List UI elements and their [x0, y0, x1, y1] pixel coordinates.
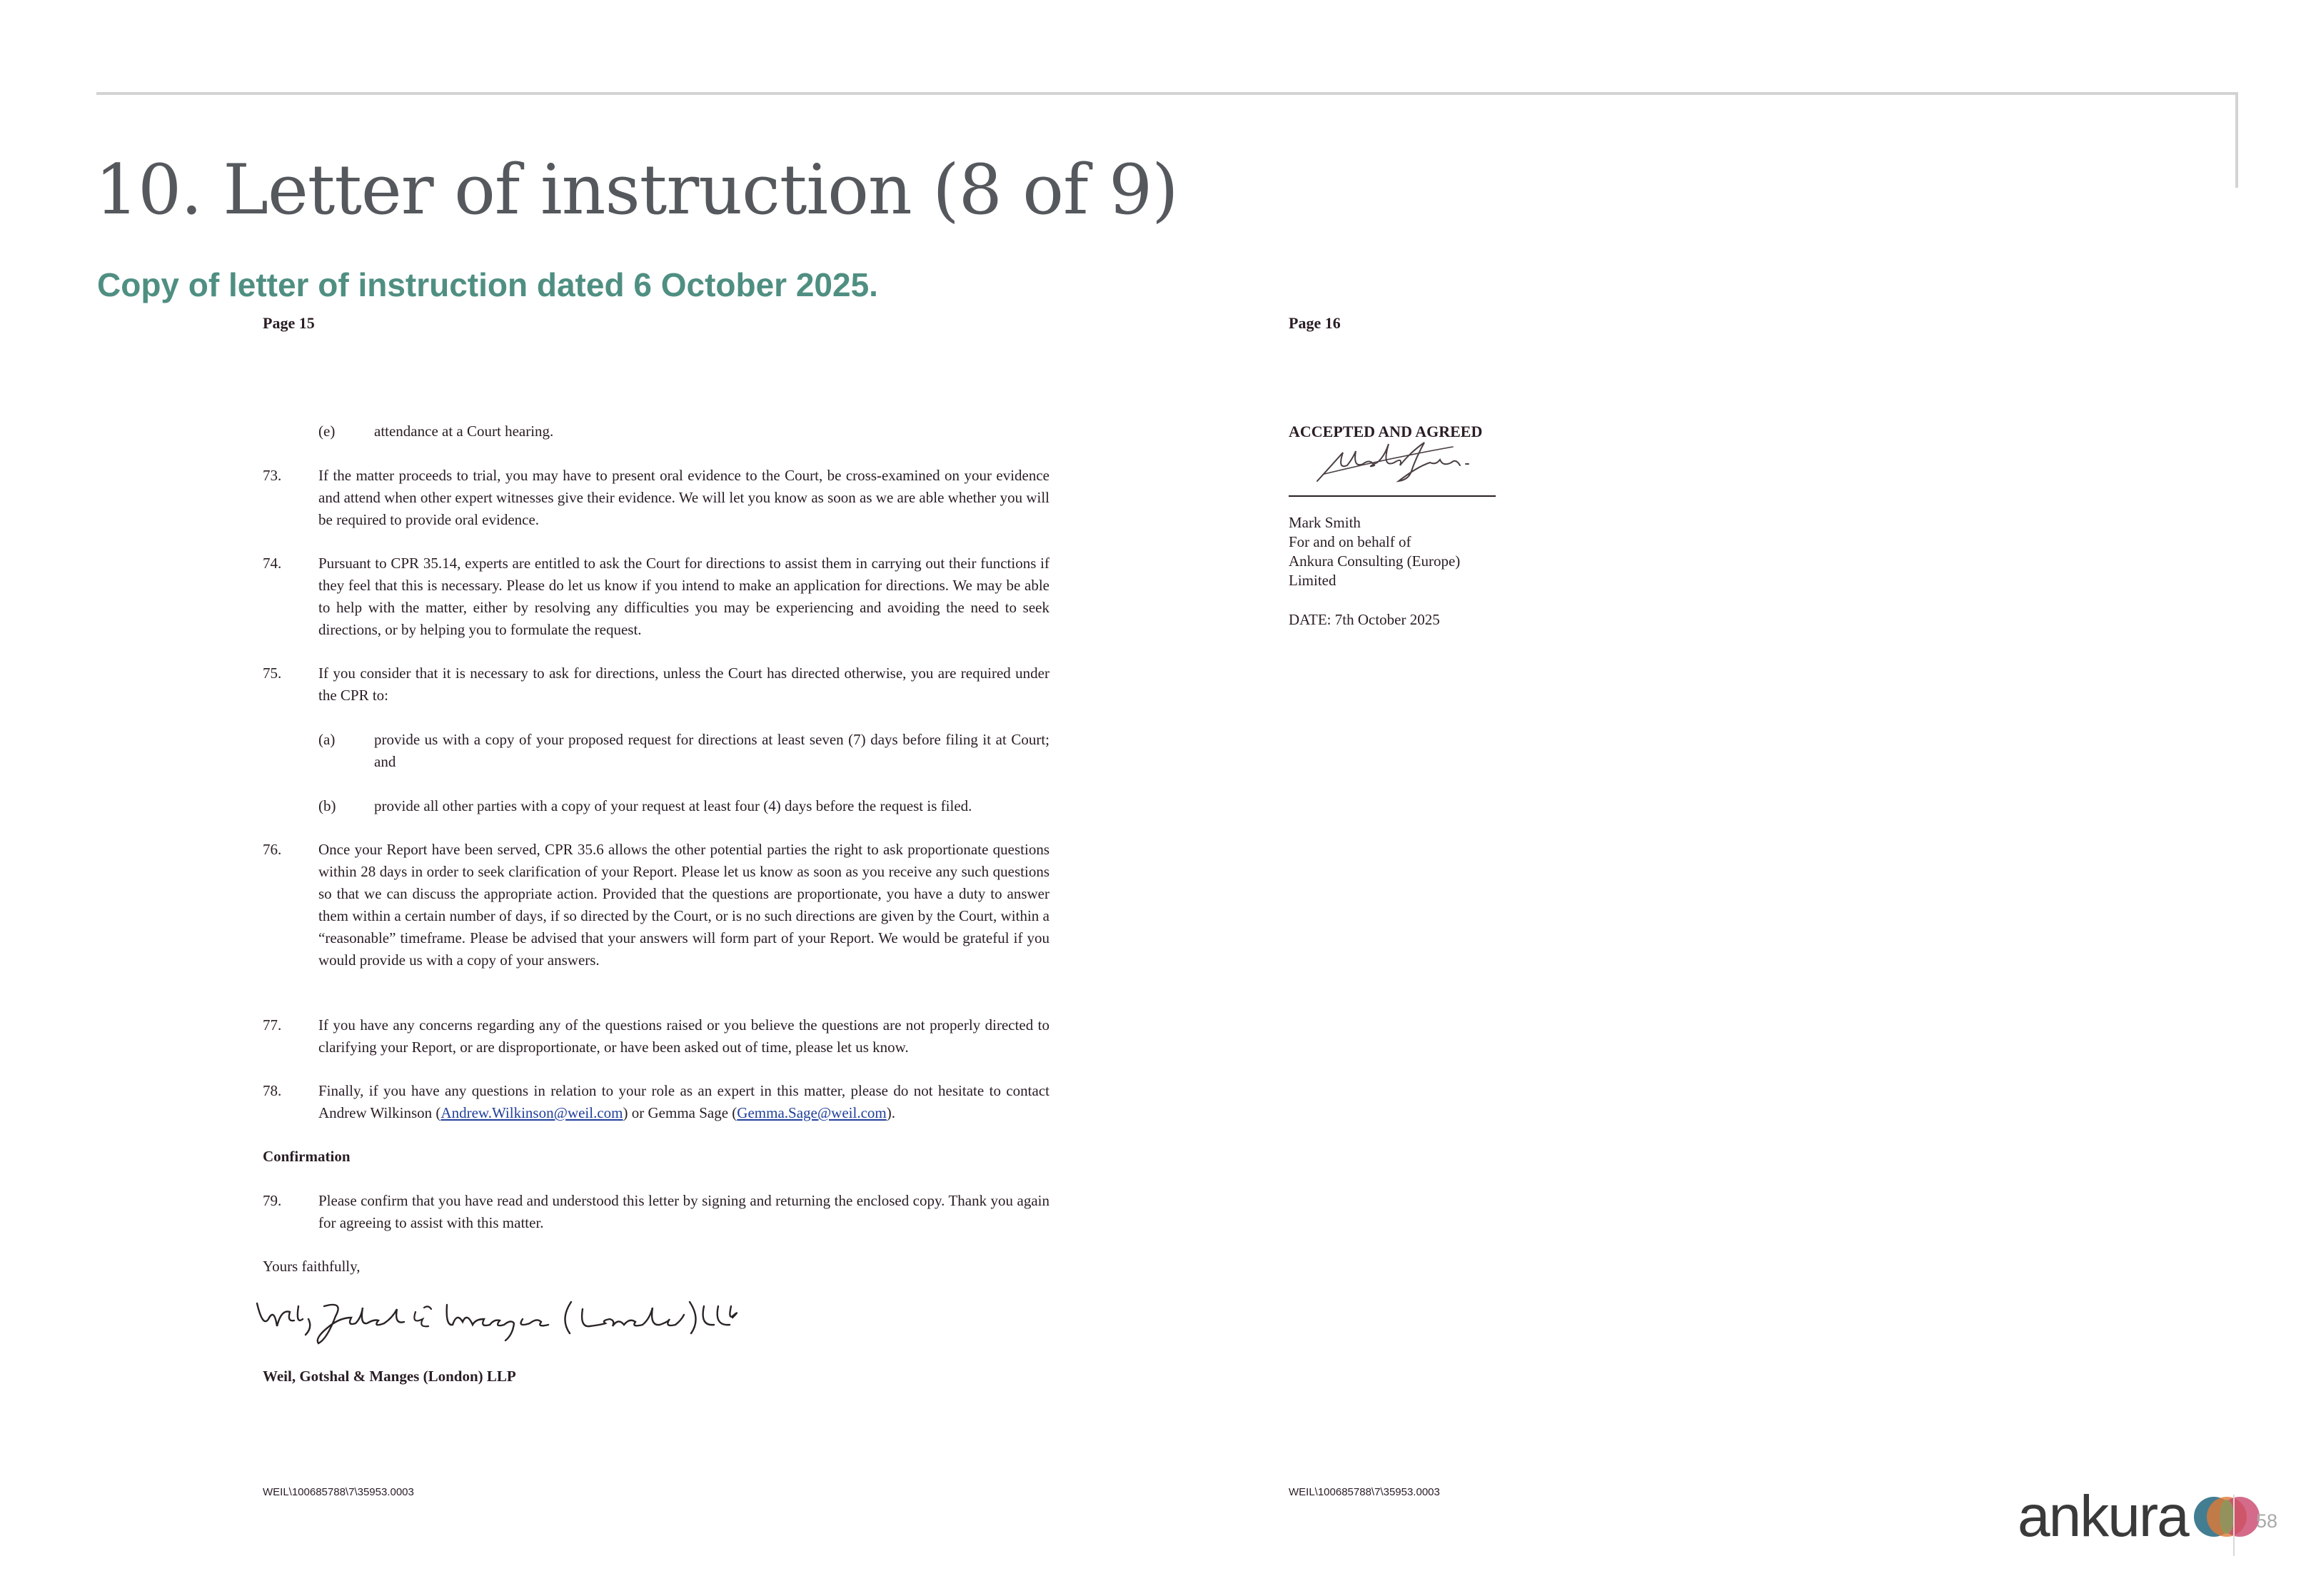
ankura-circles-icon	[2192, 1493, 2261, 1540]
letter-page-15	[263, 0, 1055, 1596]
page-16-label: Page 16	[1289, 314, 1341, 332]
item-b-label: (b)	[318, 797, 336, 814]
closing-salutation: Yours faithfully,	[263, 1258, 361, 1275]
paragraph-75-number: 75.	[263, 665, 282, 682]
item-e-text: attendance at a Court hearing.	[374, 423, 554, 440]
page-16-footer-reference: WEIL\100685788\7\35953.0003	[1289, 1486, 1440, 1498]
paragraph-74	[263, 552, 1049, 641]
paragraph-77-text: If you have any concerns regarding any of the questions raised or you believe the questions are not properly directed to clarifying your Report, or are disproportionate, or have been asked out of time, please let us know.	[318, 1016, 1049, 1056]
page-15-footer-reference: WEIL\100685788\7\35953.0003	[263, 1486, 414, 1498]
slide-title: 10. Letter of instruction (8 of 9)	[95, 150, 1178, 230]
confirmation-heading: Confirmation	[263, 1148, 351, 1165]
paragraph-73-number: 73.	[263, 467, 282, 484]
paragraph-74-number: 74.	[263, 555, 282, 572]
company-line-2: Limited	[1289, 572, 1336, 589]
company-line-1: Ankura Consulting (Europe)	[1289, 552, 1461, 570]
paragraph-74-text: Pursuant to CPR 35.14, experts are entitled to ask the Court for directions to assist them in carrying out their functions if they feel that this is necessary. Please do let us know if you intend to make an application for directions. We may be able to help with the matter, either by resolving any difficulties you may be experiencing and avoiding the need to seek directions, or by helping you to formulate the request.	[318, 555, 1049, 638]
handwritten-signature-mark-smith	[1303, 437, 1496, 487]
slide-page-number: 58	[2256, 1510, 2278, 1532]
paragraph-79-text: Please confirm that you have read and understood this letter by signing and returning the enclosed copy. Thank you again for agreeing to assist with this matter.	[318, 1192, 1049, 1231]
paragraph-76	[263, 839, 1049, 994]
footer-divider	[2233, 1495, 2235, 1556]
paragraph-77	[263, 1014, 1049, 1059]
paragraph-73	[263, 465, 1049, 531]
paragraph-78-text-middle: ) or Gemma Sage (	[623, 1104, 737, 1121]
paragraph-77-number: 77.	[263, 1016, 282, 1034]
paragraph-76-number: 76.	[263, 841, 282, 858]
paragraph-78	[263, 1080, 1049, 1124]
item-e	[318, 420, 1049, 443]
email-link-gemma-sage[interactable]: Gemma.Sage@weil.com	[737, 1104, 887, 1121]
paragraph-78-text-start: Finally, if you have any questions in relation to your role as an expert in this matter, please do not hesitate to contact Andrew Wilkinson (	[318, 1082, 1049, 1121]
item-a-text: provide us with a copy of your proposed request for directions at least seven (7) days before filing it at Court; and	[374, 731, 1049, 770]
paragraph-78-text	[318, 1080, 1049, 1124]
paragraph-75-text: If you consider that it is necessary to ask for directions, unless the Court has directed otherwise, you are required under the CPR to:	[318, 665, 1049, 704]
item-b-text: provide all other parties with a copy of your request at least four (4) days before the request is filed.	[374, 797, 972, 814]
paragraph-79	[263, 1190, 1049, 1234]
slide-subtitle: Copy of letter of instruction dated 6 October 2025.	[97, 266, 878, 303]
accepted-and-agreed-heading: ACCEPTED AND AGREED	[1289, 423, 1483, 440]
paragraph-78-text-end: ).	[886, 1104, 895, 1121]
paragraph-73-text: If the matter proceeds to trial, you may have to present oral evidence to the Court, be cross-examined on your evidence and attend when other expert witnesses give their evidence. We will let you know as soon as we are able whether you will be required to provide oral evidence.	[318, 467, 1049, 528]
slide-frame-right-rule	[2235, 92, 2238, 188]
item-a-label: (a)	[318, 731, 336, 748]
handwritten-firm-signature	[253, 1291, 738, 1348]
paragraph-78-number: 78.	[263, 1082, 282, 1099]
acceptance-date: DATE: 7th October 2025	[1289, 611, 1440, 628]
signer-name: Mark Smith	[1289, 514, 1361, 531]
signatory-firm-name: Weil, Gotshal & Manges (London) LLP	[263, 1368, 516, 1385]
paragraph-79-number: 79.	[263, 1192, 282, 1209]
letter-page-16	[1289, 0, 1574, 1596]
item-a	[318, 729, 1049, 773]
ankura-wordmark: ankura	[2018, 1484, 2188, 1549]
ankura-logo	[2018, 1484, 2261, 1549]
paragraph-75	[263, 662, 1049, 707]
email-link-andrew-wilkinson[interactable]: Andrew.Wilkinson@weil.com	[440, 1104, 623, 1121]
signature-line	[1289, 495, 1496, 497]
paragraph-76-text: Once your Report have been served, CPR 35.6 allows the other potential parties the right to ask proportionate questions within 28 days in order to seek clarification of your Report. Please let us know as soon as you receive any such questions so that we can discuss the appropriate action. Provided that the questions are proportionate, you have a duty to answer them within a certain number of days, if so directed by the Court, or is no such directions are given by the Court, within a “reasonable” timeframe. Please be advised that your answers will form part of your Report. We would be grateful if you would provide us with a copy of your answers.	[318, 841, 1049, 969]
item-b	[318, 795, 1049, 817]
page-15-label: Page 15	[263, 314, 315, 332]
on-behalf-line: For and on behalf of	[1289, 533, 1411, 550]
item-e-label: (e)	[318, 423, 336, 440]
